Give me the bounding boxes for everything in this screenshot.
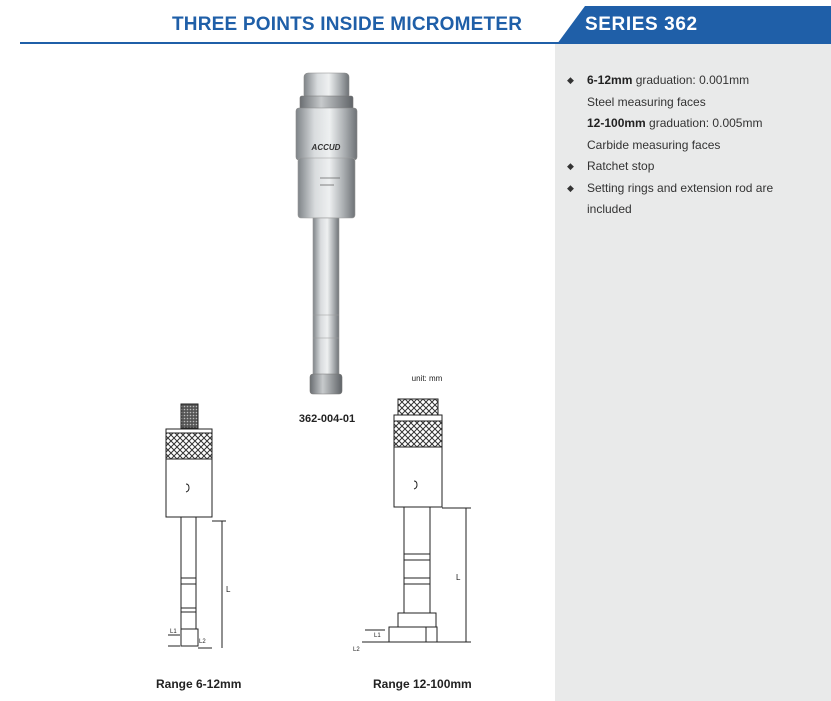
dimension-label-l1-small: L1 [170, 629, 177, 635]
brand-logo: ACCUD [311, 143, 341, 152]
spec-item: Carbide measuring faces [587, 137, 721, 152]
spec-item: ◆ 6-12mm graduation: 0.001mm [567, 70, 822, 92]
spec-item: ◆ Ratchet stop [567, 156, 822, 178]
page-title: THREE POINTS INSIDE MICROMETER [172, 14, 523, 35]
dimension-label-l2-small: L2 [199, 639, 206, 645]
diamond-bullet-icon: ◆ [567, 75, 574, 85]
unit-label: unit: mm [411, 374, 443, 383]
caption-range-small: Range 6-12mm [156, 677, 242, 691]
spec-item: ◆ Setting rings and extension rod are [567, 178, 822, 200]
dimension-label-l1-large: L1 [374, 633, 381, 639]
series-label: SERIES 362 [585, 14, 698, 35]
dimension-label-large: L [456, 573, 461, 582]
drawing-range-small [166, 404, 226, 648]
spec-item: 12-100mm graduation: 0.005mm [587, 116, 763, 130]
caption-range-large: Range 12-100mm [373, 677, 472, 691]
spec-item: included [587, 202, 632, 216]
model-number: 362-004-01 [298, 413, 356, 425]
micrometer-photo [296, 73, 357, 394]
diamond-bullet-icon: ◆ [567, 182, 574, 193]
spec-item: Steel measuring faces [587, 94, 706, 109]
dimension-label-small: L [226, 585, 231, 594]
diamond-bullet-icon: ◆ [567, 161, 574, 171]
drawing-range-large [362, 399, 471, 642]
dimension-label-l2-large: L2 [353, 647, 360, 653]
